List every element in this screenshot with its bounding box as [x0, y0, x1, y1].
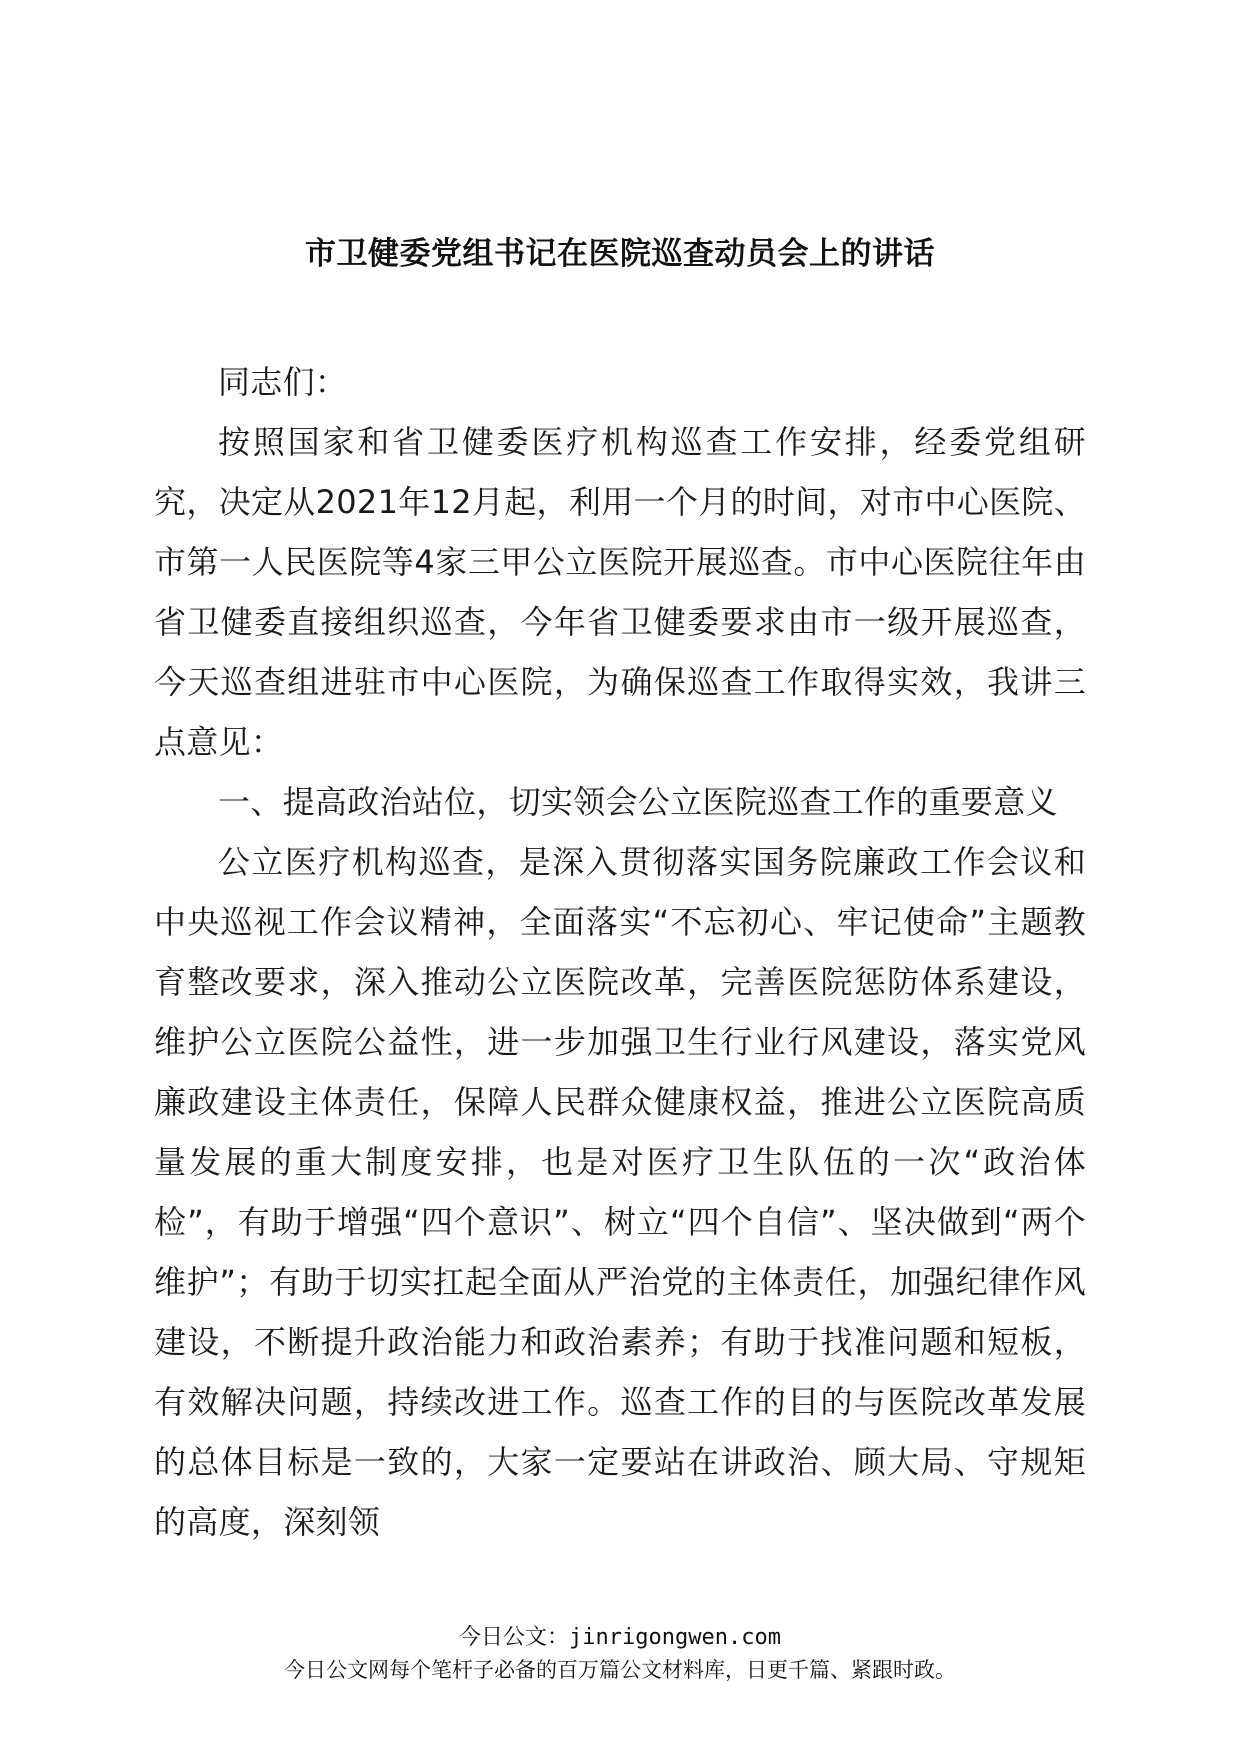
- document-title: 市卫健委党组书记在医院巡查动员会上的讲话: [305, 236, 935, 272]
- footer-slogan: 今日公文网每个笔杆子必备的百万篇公文材料库，日更千篇、紧跟时政。: [284, 1658, 956, 1682]
- paragraph-intro: 按照国家和省卫健委医疗机构巡查工作安排，经委党组研究，决定从2021年12月起，利用一个月的时间，对市中心医院、市第一人民医院等4家三甲公立医院开展巡查。市中心医院往年由省卫健委直接组织巡查，今年省卫健委要求由市一级开展巡查，今天巡查组进驻市中心医院，为确保巡查工作取得实效，我讲三点意见：: [154, 423, 1086, 761]
- footer-site-line: 今日公文：jinrigongwen.com: [459, 1625, 781, 1650]
- salutation: 同志们：: [218, 363, 348, 401]
- section-heading-1: 一、提高政治站位，切实领会公立医院巡查工作的重要意义: [218, 783, 1058, 821]
- paragraph-section-1: 公立医疗机构巡查，是深入贯彻落实国务院廉政工作会议和中央巡视工作会议精神，全面落实“不忘初心、牢记使命”主题教育整改要求，深入推动公立医院改革，完善医院惩防体系建设，维护公立医院公益性，进一步加强卫生行业行风建设，落实党风廉政建设主体责任，保障人民群众健康权益，推进公立医院高质量发展的重大制度安排，也是对医疗卫生队伍的一次“政治体检”，有助于增强“四个意识”、树立“四个自信”、坚决做到“两个维护”；有助于切实扛起全面从严治党的主体责任，加强纪律作风建设，不断提升政治能力和政治素养；有助于找准问题和短板，有效解决问题，持续改进工作。巡查工作的目的与医院改革发展的总体目标是一致的，大家一定要站在讲政治、顾大局、守规矩的高度，深刻领: [154, 843, 1086, 1541]
- document-body: [154, 352, 1086, 1552]
